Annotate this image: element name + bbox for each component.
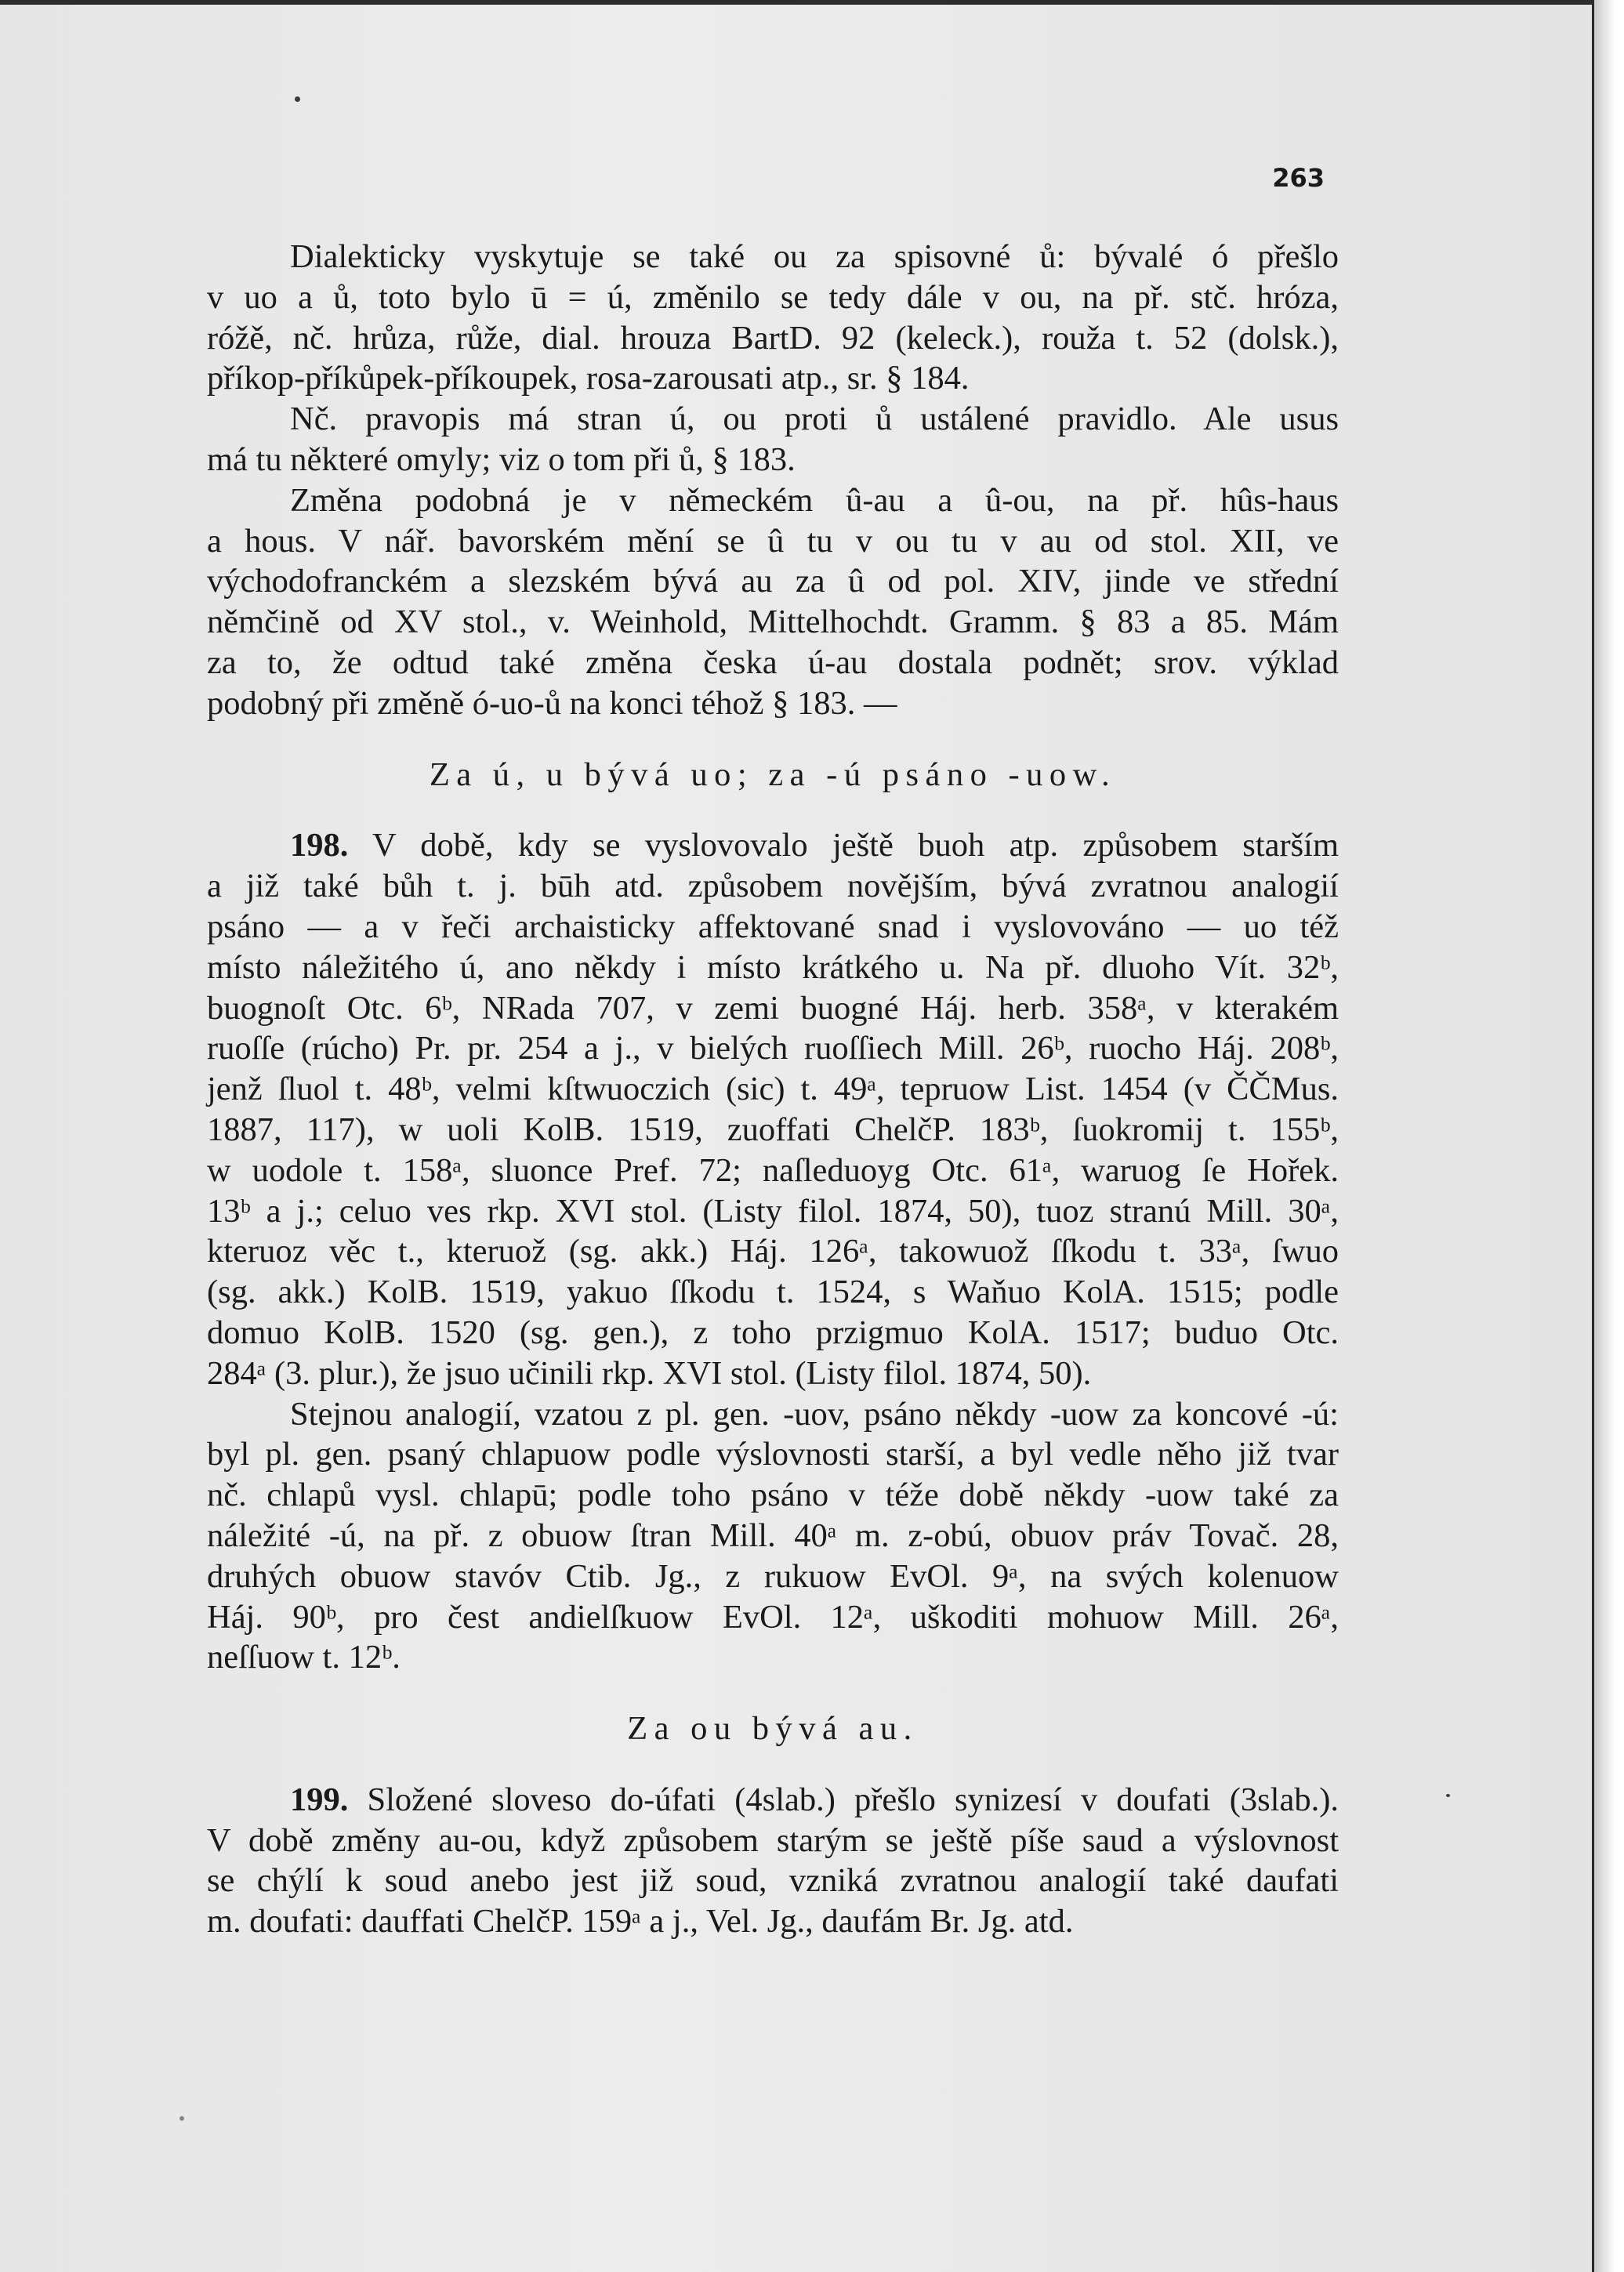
text-line-content: Složené sloveso do-úfati (4slab.) přešlo synizesí v doufati (3slab.). bbox=[367, 1781, 1339, 1818]
text-line: (sg. akk.) KolB. 1519, yakuo ſſkodu t. 1524, s Waňuo KolA. 1515; podle bbox=[207, 1274, 1339, 1311]
text-line: podobný při změně ó-uo-ů na konci téhož § 183. — bbox=[207, 684, 897, 722]
text-line: kteruoz věc t., kteruož (sg. akk.) Háj. 126ᵃ, takowuož ſſkodu t. 33ᵃ, ſwuo bbox=[207, 1233, 1339, 1270]
text-line: 284ᵃ (3. plur.), že jsuo učinili rkp. XVI stol. (Listy filol. 1874, 50). bbox=[207, 1354, 1092, 1392]
page-body bbox=[207, 237, 1339, 1942]
text-line: psáno — a v řeči archaisticky affektované snad i vyslovováno — uo též bbox=[207, 908, 1339, 945]
text-line: Nč. pravopis má stran ú, ou proti ů ustálené pravidlo. Ale usus bbox=[290, 400, 1339, 438]
scan-top-edge bbox=[0, 0, 1599, 5]
text-line: neſſuow t. 12ᵇ. bbox=[207, 1639, 401, 1676]
text-line: 1887, 117), w uoli KolB. 1519, zuoffati ChelčP. 183ᵇ, ſuokromij t. 155ᵇ, bbox=[207, 1111, 1339, 1148]
paragraph bbox=[207, 399, 1339, 480]
text-line: příkop-příkůpek-příkoupek, rosa-zarousati atp., sr. § 184. bbox=[207, 360, 970, 397]
text-line: místo náležitého ú, ano někdy i místo krátkého u. Na př. dluoho Vít. 32ᵇ, bbox=[207, 948, 1339, 986]
text-line: druhých obuow stavóv Ctib. Jg., z rukuow EvOl. 9ᵃ, na svých kolenuow bbox=[207, 1557, 1339, 1595]
text-line: východofranckém a slezském bývá au za û od pol. XIV, jinde ve střední bbox=[207, 563, 1339, 600]
text-line: 13ᵇ a j.; celuo ves rkp. XVI stol. (Listy filol. 1874, 50), tuoz stranú Mill. 30ᵃ, bbox=[207, 1192, 1339, 1230]
paragraph-number: 199. bbox=[290, 1781, 349, 1818]
text-line bbox=[207, 825, 1339, 866]
text-line: V době změny au-ou, když způsobem starým se ještě píše saud a výslovnost bbox=[207, 1821, 1339, 1859]
paragraph bbox=[207, 237, 1339, 399]
numbered-paragraph bbox=[207, 825, 1339, 1393]
section-heading: Za ú, u bývá uo; za -ú psáno -uow. bbox=[429, 756, 1117, 793]
text-line: náležité -ú, na př. z obuow ſtran Mill. 40ᵃ m. z-obú, obuov práv Tovač. 28, bbox=[207, 1516, 1339, 1554]
text-line: má tu některé omyly; viz o tom při ů, § 183. bbox=[207, 440, 796, 478]
text-line: m. doufati: dauffati ChelčP. 159ᵃ a j., Vel. Jg., daufám Br. Jg. atd. bbox=[207, 1903, 1074, 1940]
text-line-content: V době, kdy se vyslovovalo ještě buoh atp. způsobem starším bbox=[372, 827, 1339, 864]
text-line: buognoſt Otc. 6ᵇ, NRada 707, v zemi buogné Háj. herb. 358ᵃ, v kterakém bbox=[207, 989, 1339, 1027]
text-line: Háj. 90ᵇ, pro čest andielſkuow EvOl. 12ᵃ, uškoditi mohuow Mill. 26ᵃ, bbox=[207, 1598, 1339, 1636]
scan-right-edge bbox=[1592, 0, 1624, 2272]
text-line: za to, že odtud také změna česka ú-au dostala podnět; srov. výklad bbox=[207, 643, 1339, 681]
text-line: a hous. V nář. bavorském mění se û tu v ou tu v au od stol. XII, ve bbox=[207, 522, 1339, 560]
text-line: domuo KolB. 1520 (sg. gen.), z toho przigmuo KolA. 1517; buduo Otc. bbox=[207, 1314, 1339, 1351]
text-line: v uo a ů, toto bylo ū = ú, změnilo se tedy dále v ou, na př. stč. hróza, bbox=[207, 278, 1339, 316]
text-line: jenž ſluol t. 48ᵇ, velmi kſtwuoczich (sic) t. 49ᵃ, tepruow List. 1454 (v ČČMus. bbox=[207, 1071, 1339, 1108]
text-line: Stejnou analogií, vzatou z pl. gen. -uov, psáno někdy -uow za koncové -ú: bbox=[290, 1395, 1339, 1433]
text-line: Dialekticky vyskytuje se také ou za spisovné ů: bývalé ó přešlo bbox=[290, 238, 1339, 275]
text-line: byl pl. gen. psaný chlapuow podle výslovnosti starší, a byl vedle něho již tvar bbox=[207, 1436, 1339, 1473]
paragraph bbox=[207, 480, 1339, 724]
text-line: ruoſſe (rúcho) Pr. pr. 254 a j., v bielých ruoſſiech Mill. 26ᵇ, ruocho Háj. 208ᵇ, bbox=[207, 1030, 1339, 1067]
text-line: nč. chlapů vysl. chlapū; podle toho psáno v téže době někdy -uow také za bbox=[207, 1477, 1339, 1514]
scan-speck bbox=[1446, 1794, 1450, 1797]
text-line: Změna podobná je v německém û-au a û-ou, na př. hûs-haus bbox=[290, 481, 1339, 519]
paragraph-number: 198. bbox=[290, 827, 349, 864]
text-line: w uodole t. 158ᵃ, sluonce Pref. 72; naſleduoyg Otc. 61ᵃ, waruog ſe Hořek. bbox=[207, 1151, 1339, 1189]
numbered-paragraph bbox=[207, 1780, 1339, 1942]
text-line bbox=[207, 1780, 1339, 1821]
text-line: a již také bůh t. j. būh atd. způsobem novějším, bývá zvratnou analogií bbox=[207, 868, 1339, 905]
scan-speck bbox=[179, 2116, 184, 2121]
text-line: němčině od XV stol., v. Weinhold, Mittelhochdt. Gramm. § 83 a 85. Mám bbox=[207, 603, 1339, 641]
text-line: róžě, nč. hrůza, růže, dial. hrouza BartD. 92 (keleck.), rouža t. 52 (dolsk.), bbox=[207, 319, 1339, 357]
paragraph bbox=[207, 1394, 1339, 1679]
section-heading: Za ou bývá au. bbox=[627, 1710, 919, 1748]
scan-speck bbox=[295, 96, 300, 102]
text-line: se chýlí k soud anebo jest již soud, vzniká zvratnou analogií také daufati bbox=[207, 1862, 1339, 1900]
page-number: 263 bbox=[1272, 163, 1325, 193]
